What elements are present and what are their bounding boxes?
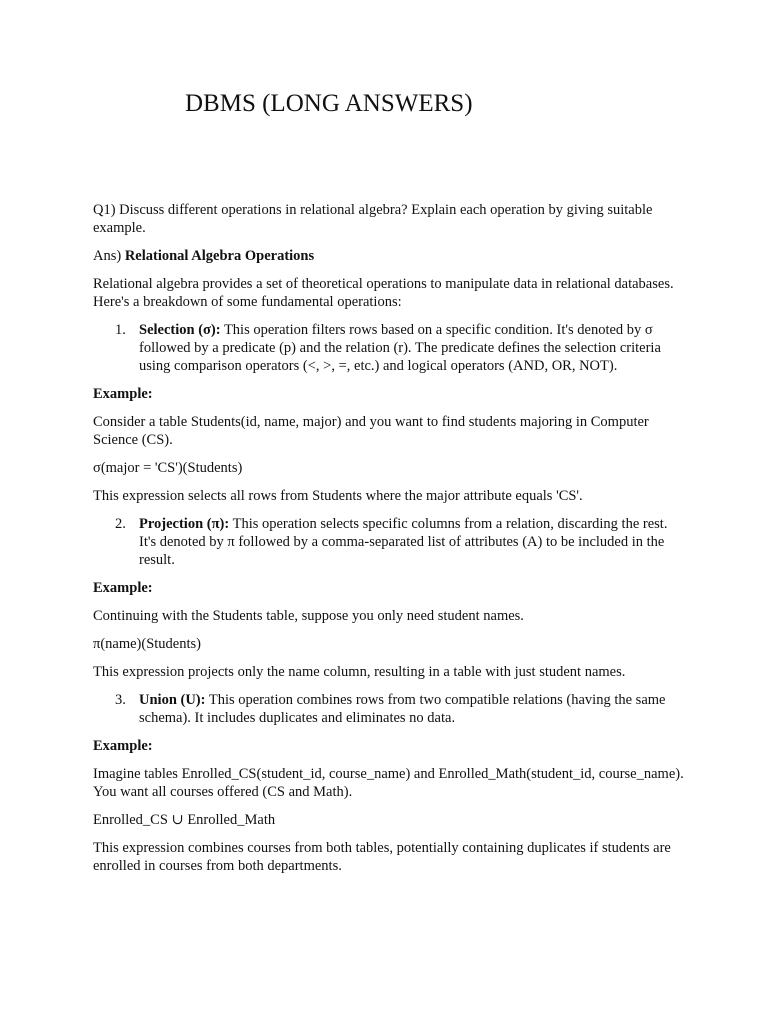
example-explanation: This expression selects all rows from Students where the major attribute equals 'CS'. <box>93 488 583 504</box>
operation-description: This operation combines rows from two compatible relations (having the same schema). It includes duplicates and eliminates no data. <box>139 692 666 726</box>
example-text: Imagine tables Enrolled_CS(student_id, course_name) and Enrolled_Math(student_id, course_name). You want all courses offered (CS and Math). <box>93 766 684 800</box>
example-expression: Enrolled_CS ∪ Enrolled_Math <box>93 812 276 828</box>
operation-name: Union (U): <box>139 692 206 708</box>
question-text: Q1) Discuss different operations in relational algebra? Explain each operation by giving suitable example. <box>93 202 653 236</box>
example-explanation: This expression projects only the name column, resulting in a table with just student names. <box>93 664 626 680</box>
operation-name: Projection (π): <box>139 516 230 532</box>
operation-number: 2. <box>115 516 126 532</box>
example-label-text: Example: <box>93 386 153 402</box>
operation-list-item <box>93 321 687 375</box>
example-label <box>93 737 693 755</box>
example-label <box>93 385 693 403</box>
example-label-text: Example: <box>93 580 153 596</box>
operation-number: 3. <box>115 692 126 708</box>
example-label-text: Example: <box>93 738 153 754</box>
operation-list-item <box>93 515 687 569</box>
intro-paragraph: Relational algebra provides a set of theoretical operations to manipulate data in relational databases. Here's a breakdown of some fundamental operations: <box>93 276 674 310</box>
answer-line <box>93 247 693 265</box>
operation-list-item <box>93 691 687 727</box>
example-text: Consider a table Students(id, name, major) and you want to find students majoring in Computer Science (CS). <box>93 414 649 448</box>
document-title: DBMS (LONG ANSWERS) <box>185 90 473 117</box>
operation-item <box>93 691 693 727</box>
operation-description: This operation selects specific columns from a relation, discarding the rest. It's denoted by π followed by a comma-separated list of attributes (A) to be included in the result. <box>139 516 668 568</box>
operation-item <box>93 321 693 375</box>
example-explanation: This expression combines courses from both tables, potentially containing duplicates if students are enrolled in courses from both departments. <box>93 840 671 874</box>
answer-prefix: Ans) <box>93 248 125 264</box>
example-text: Continuing with the Students table, suppose you only need student names. <box>93 608 524 624</box>
document-body <box>93 201 693 885</box>
operation-item <box>93 515 693 569</box>
answer-heading: Relational Algebra Operations <box>124 248 315 264</box>
example-expression: π(name)(Students) <box>93 636 201 652</box>
operation-description: This operation filters rows based on a specific condition. It's denoted by σ followed by a predicate (p) and the relation (r). The predicate defines the selection criteria using comparison operators (<, >, =, etc.) and logical operators (AND, OR, NOT). <box>139 322 661 374</box>
operation-name: Selection (σ): <box>139 322 221 338</box>
example-expression: σ(major = 'CS')(Students) <box>93 460 243 476</box>
example-label <box>93 579 693 597</box>
operation-number: 1. <box>115 322 126 338</box>
